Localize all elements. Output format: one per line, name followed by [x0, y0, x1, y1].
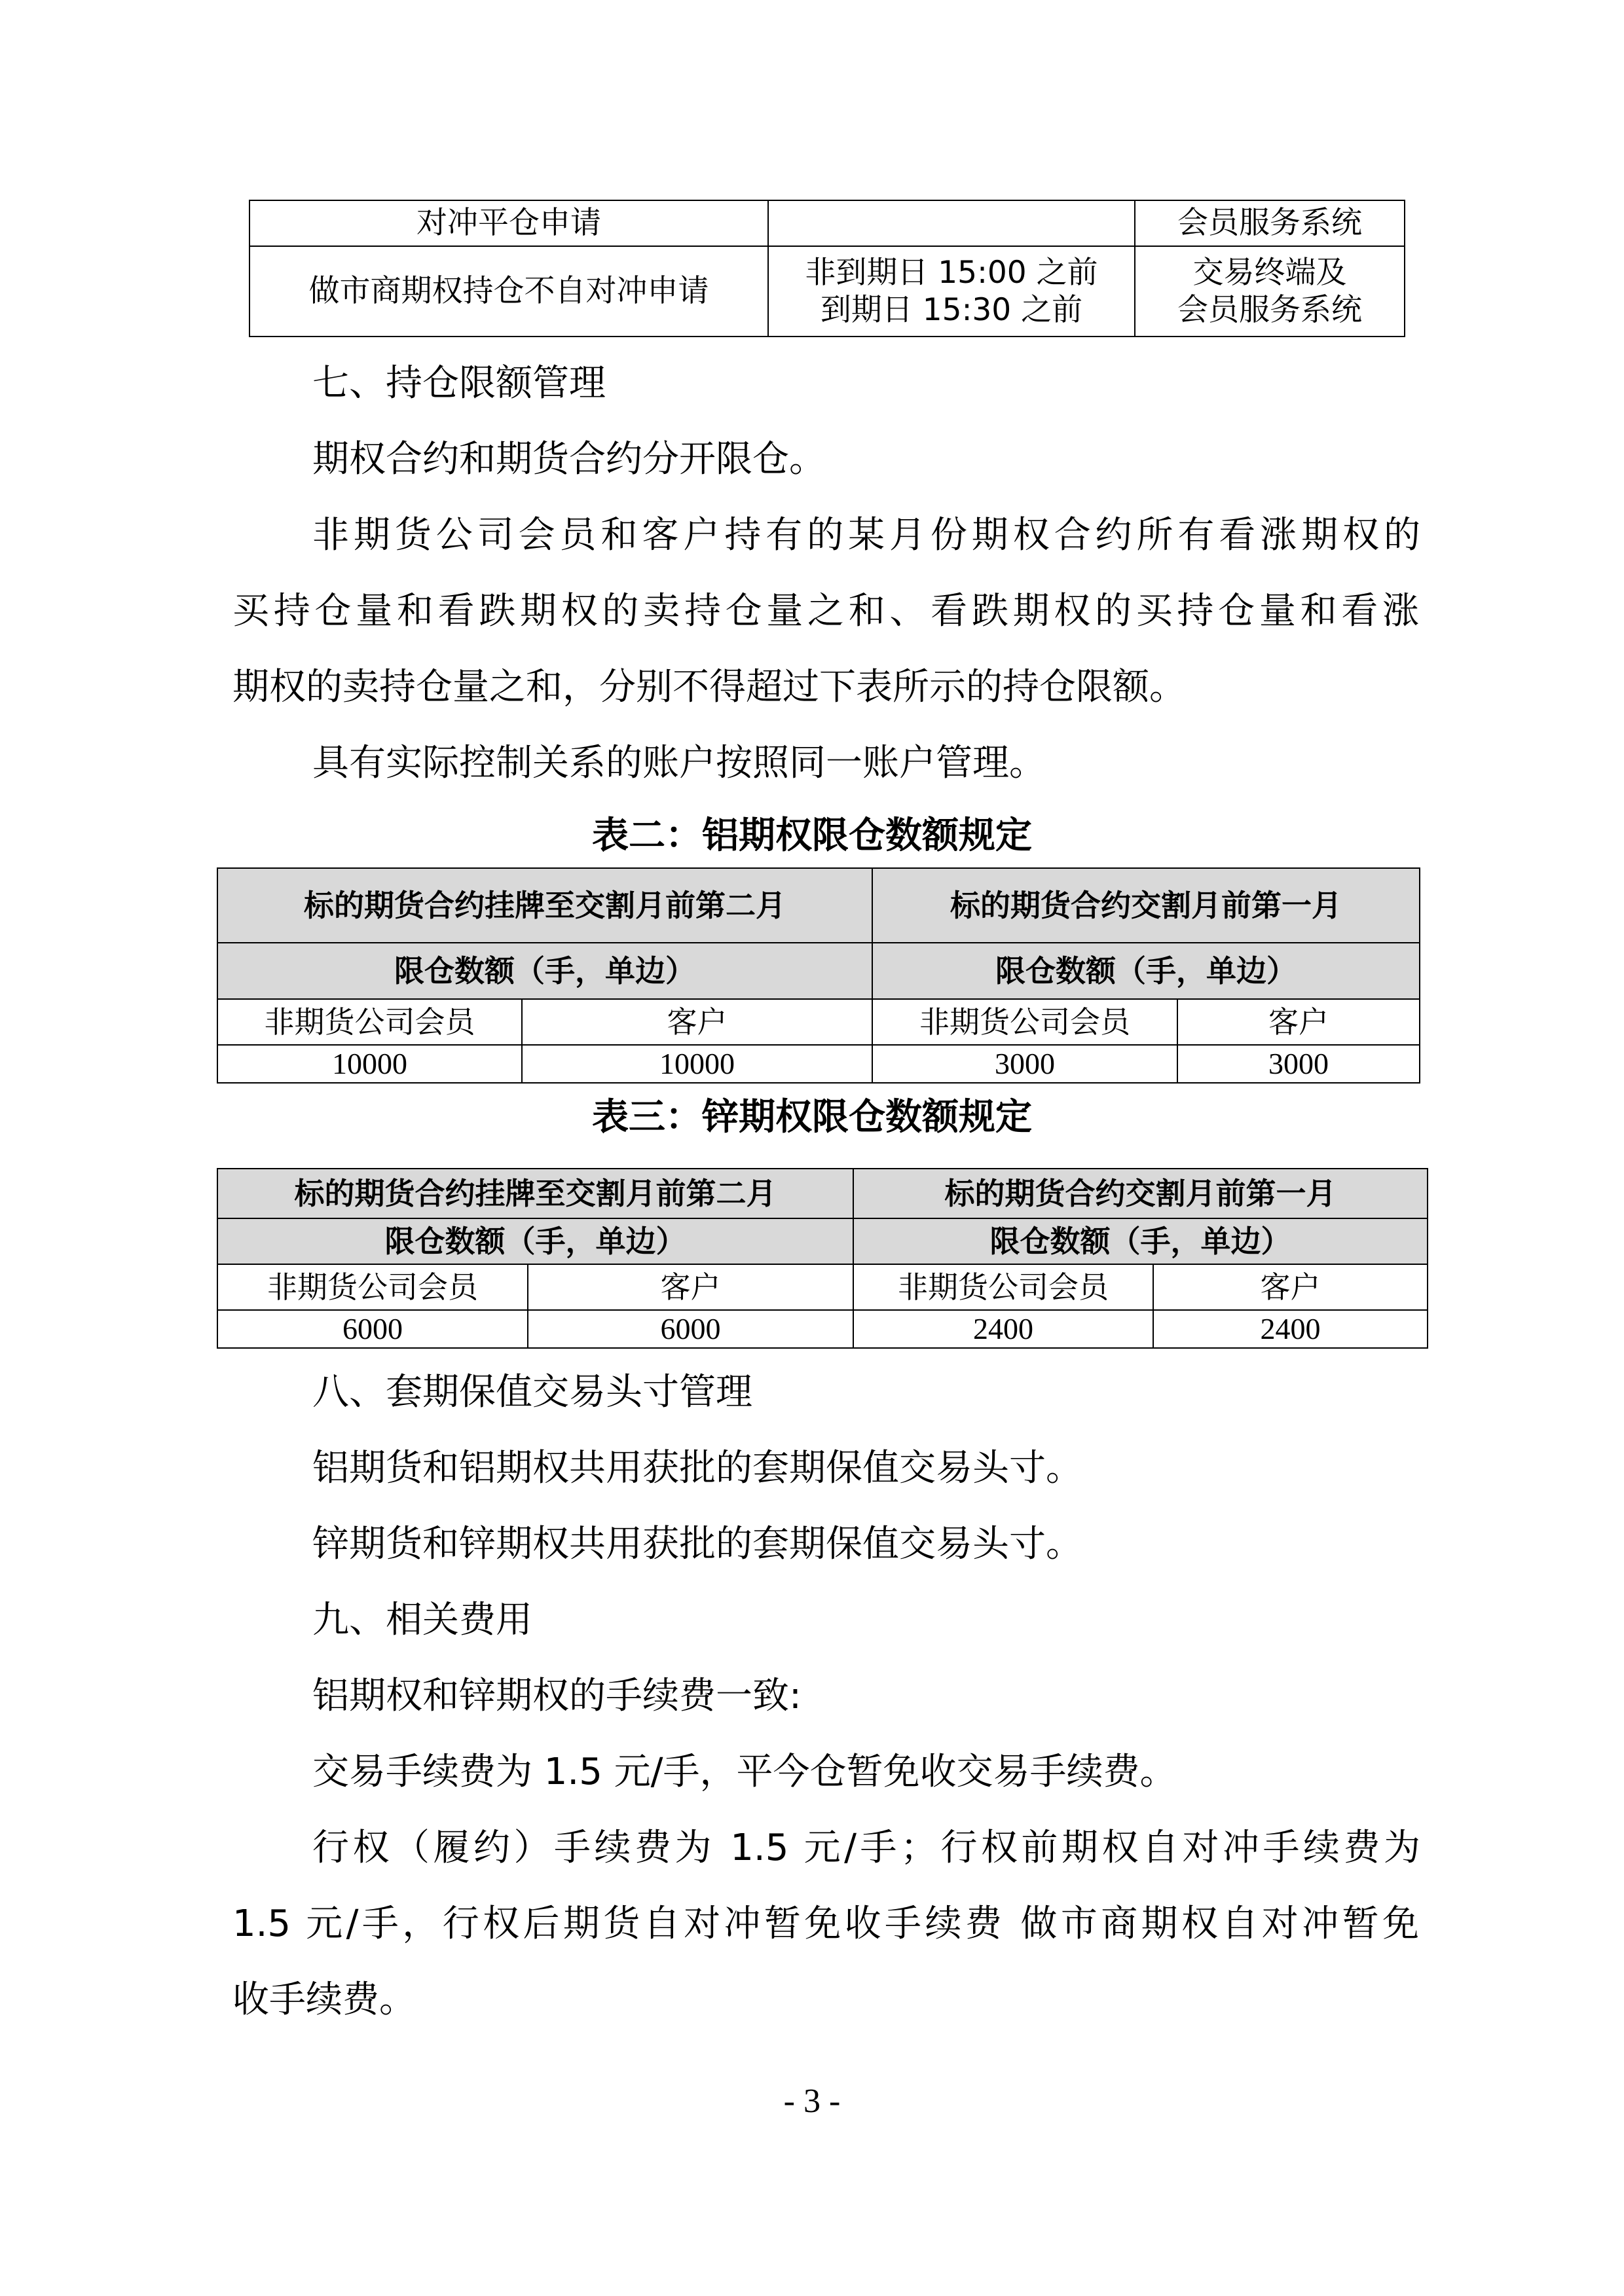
- header-cell: 限仓数额（手，单边）: [217, 943, 872, 999]
- table-cell: 客户: [1153, 1264, 1428, 1310]
- table-cell: 6000: [217, 1310, 528, 1348]
- table-row: [217, 943, 1420, 999]
- table-cell: 做市商期权持仓不自对冲申请: [249, 246, 768, 337]
- system-line: 会员服务系统: [1177, 292, 1362, 328]
- paragraph: 铝期权和锌期权的手续费一致:: [312, 1675, 802, 1717]
- section-heading: 七、持仓限额管理: [312, 362, 606, 405]
- table-row: [217, 1264, 1428, 1310]
- time-line: 到期日 15:30 之前: [820, 292, 1083, 328]
- paragraph: 交易手续费为 1.5 元/手，平今仓暂免收交易手续费。: [312, 1751, 1177, 1793]
- table-cell: 非期货公司会员: [217, 999, 522, 1045]
- table-cell: 10000: [217, 1045, 522, 1083]
- page-number: - 3 -: [783, 2083, 841, 2120]
- paragraph-line: 非期货公司会员和客户持有的某月份期权合约所有看涨期权的: [312, 514, 1420, 556]
- header-cell: 限仓数额（手，单边）: [217, 1218, 853, 1264]
- paragraph-line: 买持仓量和看跌期权的卖持仓量之和、看跌期权的买持仓量和看涨: [232, 590, 1419, 632]
- application-table: [249, 200, 1405, 337]
- table-caption: 表三：锌期权限仓数额规定: [592, 1096, 1032, 1139]
- paragraph-line: 行权（履约）手续费为 1.5 元/手；行权前期权自对冲手续费为: [312, 1827, 1420, 1869]
- header-cell: 标的期货合约交割月前第一月: [853, 1169, 1428, 1218]
- section-heading: 九、相关费用: [312, 1599, 532, 1641]
- table-cell: 客户: [528, 1264, 853, 1310]
- table-caption: 表二：铝期权限仓数额规定: [592, 814, 1032, 857]
- table-cell: 2400: [853, 1310, 1153, 1348]
- table-row: [217, 1045, 1420, 1083]
- table-cell: 客户: [1177, 999, 1420, 1045]
- header-cell: 标的期货合约交割月前第一月: [872, 868, 1420, 943]
- table-cell: 3000: [872, 1045, 1177, 1083]
- table-cell: 10000: [522, 1045, 872, 1083]
- header-cell: 标的期货合约挂牌至交割月前第二月: [217, 1169, 853, 1218]
- table-cell: [768, 200, 1135, 246]
- table-row: [217, 1218, 1428, 1264]
- table-cell: [1135, 246, 1405, 337]
- table-row: [217, 868, 1420, 943]
- table-cell: 客户: [522, 999, 872, 1045]
- paragraph: 期权合约和期货合约分开限仓。: [312, 438, 826, 481]
- paragraph: 锌期货和锌期权共用获批的套期保值交易头寸。: [312, 1523, 1082, 1565]
- table-cell: 会员服务系统: [1135, 200, 1405, 246]
- aluminum-limit-table: [217, 867, 1420, 1084]
- table-row: [249, 200, 1405, 246]
- table-cell: 非期货公司会员: [853, 1264, 1153, 1310]
- section-heading: 八、套期保值交易头寸管理: [312, 1371, 752, 1413]
- table-cell: 3000: [1177, 1045, 1420, 1083]
- zinc-limit-table: [217, 1168, 1428, 1349]
- header-cell: 限仓数额（手，单边）: [853, 1218, 1428, 1264]
- table-row: [217, 999, 1420, 1045]
- header-cell: 标的期货合约挂牌至交割月前第二月: [217, 868, 872, 943]
- table-row: [217, 1169, 1428, 1218]
- table-cell: [768, 246, 1135, 337]
- paragraph-line: 收手续费。: [232, 1978, 416, 2021]
- system-line: 交易终端及: [1192, 254, 1347, 291]
- table-row: [217, 1310, 1428, 1348]
- table-cell: 非期货公司会员: [872, 999, 1177, 1045]
- paragraph: 具有实际控制关系的账户按照同一账户管理。: [312, 742, 1046, 784]
- table-cell: 对冲平仓申请: [249, 200, 768, 246]
- table-cell: 6000: [528, 1310, 853, 1348]
- table-cell: 2400: [1153, 1310, 1428, 1348]
- paragraph-line: 期权的卖持仓量之和，分别不得超过下表所示的持仓限额。: [232, 666, 1186, 708]
- header-cell: 限仓数额（手，单边）: [872, 943, 1420, 999]
- paragraph-line: 1.5 元/手，行权后期货自对冲暂免收手续费 做市商期权自对冲暂免: [232, 1903, 1419, 1945]
- time-line: 非到期日 15:00 之前: [805, 254, 1098, 291]
- paragraph: 铝期货和铝期权共用获批的套期保值交易头寸。: [312, 1447, 1082, 1489]
- table-row: [249, 246, 1405, 337]
- table-cell: 非期货公司会员: [217, 1264, 528, 1310]
